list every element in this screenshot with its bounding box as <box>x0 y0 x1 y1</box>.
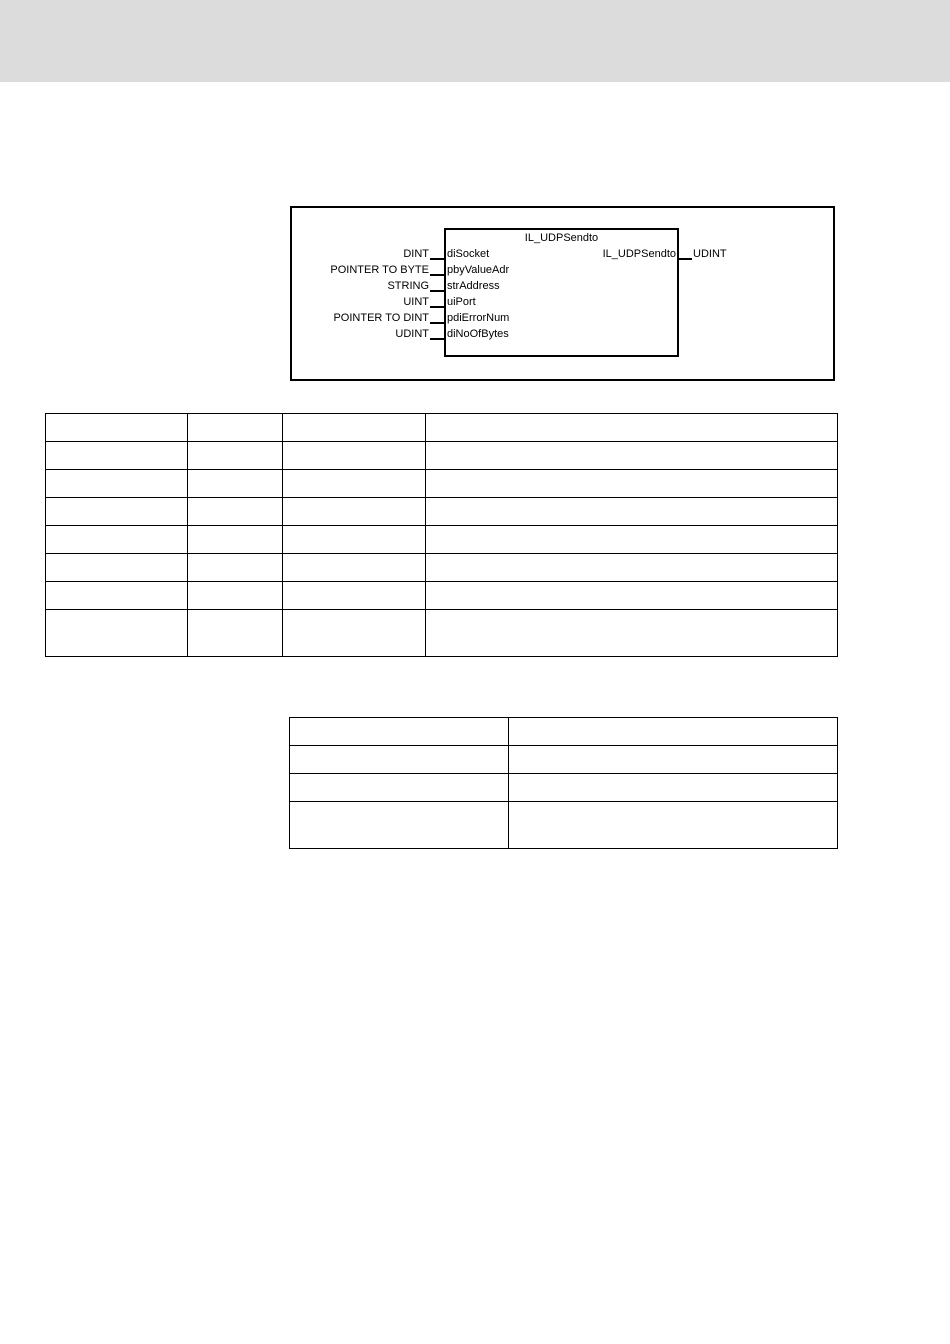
table-cell <box>46 414 188 442</box>
table-row <box>46 498 838 526</box>
table-cell <box>283 554 426 582</box>
table-cell <box>283 610 426 657</box>
table-row <box>290 746 838 774</box>
table-cell <box>283 498 426 526</box>
table-cell <box>426 526 838 554</box>
input-pin-name: pbyValueAdr <box>447 264 510 276</box>
table-cell <box>283 526 426 554</box>
table-cell <box>188 526 283 554</box>
input-pin-name: pdiErrorNum <box>447 312 510 324</box>
input-pin-name: diNoOfBytes <box>447 328 509 340</box>
input-pin-line <box>430 322 444 324</box>
input-type-label: UINT <box>403 296 429 308</box>
table-row <box>46 582 838 610</box>
table-row <box>46 610 838 657</box>
table-cell <box>426 582 838 610</box>
table-cell <box>188 610 283 657</box>
table-cell <box>509 746 838 774</box>
table-row <box>46 414 838 442</box>
table-cell <box>290 802 509 849</box>
table-cell <box>290 774 509 802</box>
table-cell <box>283 414 426 442</box>
table-cell <box>188 470 283 498</box>
table-cell <box>283 470 426 498</box>
function-block-title: IL_UDPSendto <box>524 232 599 244</box>
table-cell <box>426 470 838 498</box>
input-pin-line <box>430 274 444 276</box>
table-cell <box>46 470 188 498</box>
input-pin-line <box>430 306 444 308</box>
table-cell <box>283 442 426 470</box>
table-cell <box>290 718 509 746</box>
table-row <box>46 526 838 554</box>
table-row <box>46 442 838 470</box>
input-pin-line <box>430 290 444 292</box>
table-cell <box>46 582 188 610</box>
table-cell <box>188 414 283 442</box>
table-cell <box>290 746 509 774</box>
input-type-label: POINTER TO DINT <box>333 312 429 324</box>
input-type-label: UDINT <box>395 328 429 340</box>
table-cell <box>426 442 838 470</box>
table-row <box>290 774 838 802</box>
table-cell <box>426 498 838 526</box>
table-cell <box>283 582 426 610</box>
table-cell <box>509 802 838 849</box>
table-cell <box>426 414 838 442</box>
table-cell <box>46 610 188 657</box>
table-cell <box>188 582 283 610</box>
table-cell <box>509 718 838 746</box>
table-row <box>46 554 838 582</box>
input-pin-line <box>430 258 444 260</box>
table-cell <box>188 498 283 526</box>
page-header-band <box>0 0 950 82</box>
table-cell <box>188 442 283 470</box>
table-cell <box>426 554 838 582</box>
table-cell <box>509 774 838 802</box>
output-pin-line <box>679 258 692 260</box>
table-row <box>290 718 838 746</box>
input-pin-line <box>430 338 444 340</box>
input-type-label: STRING <box>387 280 429 292</box>
table-row <box>290 802 838 849</box>
parameter-table <box>45 413 838 657</box>
input-pin-name: uiPort <box>447 296 476 308</box>
table-cell <box>46 554 188 582</box>
input-pin-name: strAddress <box>447 280 500 292</box>
input-type-label: POINTER TO BYTE <box>330 264 429 276</box>
return-value-table <box>289 717 838 849</box>
table-cell <box>46 498 188 526</box>
table-cell <box>426 610 838 657</box>
output-type-label: UDINT <box>693 248 727 260</box>
table-cell <box>188 554 283 582</box>
input-type-label: DINT <box>403 248 429 260</box>
table-row <box>46 470 838 498</box>
table-cell <box>46 442 188 470</box>
output-pin-name: IL_UDPSendto <box>602 248 676 260</box>
table-cell <box>46 526 188 554</box>
input-pin-name: diSocket <box>447 248 490 260</box>
